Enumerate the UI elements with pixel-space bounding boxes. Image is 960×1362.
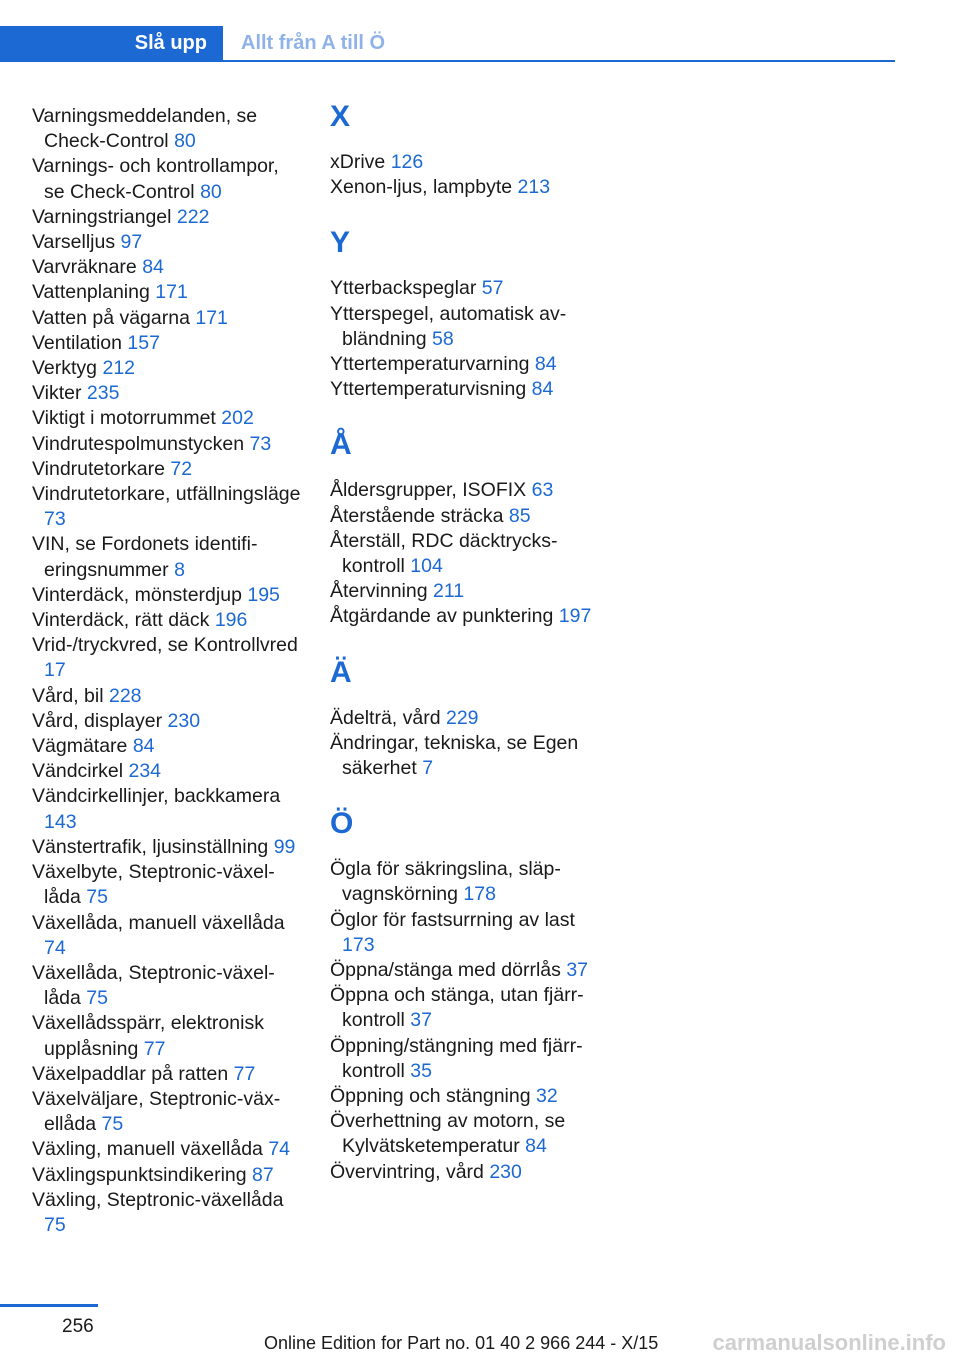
- index-entry-term: Vinterdäck, mönsterdjup: [32, 583, 242, 606]
- index-entry: [32, 1188, 302, 1238]
- index-entry: [32, 608, 302, 633]
- page-reference-link[interactable]: 126: [390, 151, 424, 173]
- index-entry-term: Växling, manuell växellåda: [32, 1138, 263, 1161]
- index-entry: [32, 1087, 302, 1137]
- index-entry-term: Växelpaddlar på ratten: [32, 1062, 229, 1085]
- index-entry: [32, 255, 302, 280]
- page-reference-link[interactable]: 73: [249, 432, 272, 455]
- index-entry-term: Växellåda, manuell växellåda: [32, 911, 285, 934]
- section-letter: Y: [330, 226, 351, 260]
- index-entry: [32, 583, 302, 608]
- page-reference-link[interactable]: 143: [44, 810, 77, 833]
- page-reference-link[interactable]: 173: [342, 933, 375, 956]
- index-entry-term: Varningsmeddelanden, se Check-Control: [32, 105, 258, 153]
- index-entry-term: Vattenplaning: [32, 281, 150, 304]
- index-entry-term: Växelväljare, Steptronic-växellåda: [32, 1087, 281, 1136]
- page-reference-link[interactable]: 74: [44, 936, 66, 959]
- page-reference-link[interactable]: 75: [86, 987, 108, 1010]
- index-entry: [330, 706, 600, 731]
- page-reference-link[interactable]: 35: [410, 1059, 432, 1082]
- index-entry-term: Vrid-/tryckvred, se Kontrollvred: [32, 634, 298, 657]
- page-reference-link[interactable]: 87: [252, 1163, 274, 1186]
- page-reference-link[interactable]: 196: [214, 609, 248, 632]
- index-entry-term: Åldersgrupper, ISOFIX: [330, 479, 527, 502]
- index-entry-term: Växelbyte, Steptronic-växellåda: [32, 861, 275, 909]
- index-entry-term: Vägmätare: [32, 735, 128, 758]
- index-entry-term: Viktigt i motorrummet: [32, 407, 216, 430]
- index-column-right: [330, 100, 600, 1185]
- index-entry: [330, 175, 600, 200]
- page-reference-link[interactable]: 80: [200, 180, 222, 203]
- index-entry-term: Öppna/stänga med dörrlås: [330, 959, 561, 982]
- page-reference-link[interactable]: 84: [132, 735, 155, 758]
- page-reference-link[interactable]: 73: [44, 508, 66, 531]
- index-entry: [330, 1109, 600, 1159]
- index-entry-term: Vändcirkel: [32, 760, 124, 783]
- index-entry: [32, 1011, 302, 1061]
- index-entry-term: Öppning/stängning med fjärrkontroll: [330, 1034, 583, 1082]
- index-entry: [32, 356, 302, 381]
- section-letter: Å: [330, 428, 352, 462]
- page-reference-link[interactable]: 84: [525, 1135, 547, 1158]
- index-entry-term: Vindrutespolmunstycken: [32, 432, 245, 455]
- page-reference-link[interactable]: 228: [108, 684, 142, 707]
- tab-allt-fran-a-till-o[interactable]: Allt från A till Ö: [241, 32, 386, 54]
- page-reference-link[interactable]: 57: [481, 277, 504, 300]
- index-entry-term: Verktyg: [32, 357, 98, 380]
- index-entry: [330, 529, 600, 579]
- page-reference-link[interactable]: 80: [174, 130, 196, 153]
- index-entry: [330, 352, 600, 377]
- index-entry: [32, 406, 302, 431]
- index-entry: [32, 154, 302, 204]
- page-reference-link[interactable]: 74: [268, 1138, 291, 1161]
- index-entry: [330, 857, 600, 907]
- index-entry: [32, 306, 302, 331]
- index-entry: [32, 860, 302, 910]
- index-entry: [32, 734, 302, 759]
- index-entry-term: Vikter: [32, 382, 82, 405]
- index-entry: [32, 331, 302, 356]
- page-reference-link[interactable]: 72: [170, 457, 193, 480]
- page-reference-link[interactable]: 85: [508, 504, 531, 527]
- page-reference-link[interactable]: 195: [247, 583, 280, 606]
- index-entry: [32, 1137, 302, 1162]
- index-entry: [330, 908, 600, 958]
- index-entry: [330, 150, 600, 175]
- index-entry: [32, 482, 302, 532]
- page-reference-link[interactable]: 84: [531, 378, 554, 401]
- page-reference-link[interactable]: 75: [44, 1213, 66, 1236]
- section-letter: Ä: [330, 655, 352, 689]
- index-entry-term: Varselljus: [32, 231, 116, 254]
- index-entry-term: Ytterbackspeglar: [330, 277, 477, 300]
- page-reference-link[interactable]: 77: [233, 1062, 256, 1085]
- page-reference-link[interactable]: 202: [221, 407, 254, 430]
- index-entry: [32, 784, 302, 834]
- page-reference-link[interactable]: 77: [143, 1037, 166, 1060]
- index-entry-term: Vänstertrafik, ljusinställning: [32, 835, 269, 858]
- index-entry-term: Öppna och stänga, utan fjärrkontroll: [330, 984, 584, 1032]
- page-number: 256: [62, 1316, 94, 1337]
- index-entry-term: Vård, displayer: [32, 709, 163, 732]
- index-entry: [330, 983, 600, 1033]
- index-entry-term: Växellådsspärr, elektronisk upplåsning: [32, 1012, 264, 1060]
- index-entry-term: Xenon-ljus, lampbyte: [330, 176, 513, 199]
- index-entry: [32, 709, 302, 734]
- index-entry-term: Överhettning av motorn, se Kylvätsketemperatur: [330, 1110, 566, 1158]
- page-reference-link[interactable]: 171: [195, 306, 228, 329]
- index-entry-term: Växlingspunktsindikering: [32, 1163, 247, 1186]
- index-entry: [32, 633, 302, 683]
- page-reference-link[interactable]: 17: [44, 659, 66, 682]
- index-entry: [330, 302, 600, 352]
- index-column-left: [32, 104, 302, 1238]
- index-entry-term: Vård, bil: [32, 684, 104, 707]
- page-reference-link[interactable]: 84: [534, 353, 557, 376]
- page-reference-link[interactable]: 99: [273, 835, 296, 858]
- page-reference-link[interactable]: 37: [566, 959, 589, 982]
- index-entry-term: VIN, se Fordonets identifieringsnummer: [32, 533, 258, 581]
- index-entry-term: Varnings- och kontrollampor, se Check-Control: [32, 155, 279, 203]
- index-entry: [32, 1163, 302, 1188]
- page-reference-link[interactable]: 97: [120, 231, 143, 254]
- index-entry: [330, 1084, 600, 1109]
- page-reference-link[interactable]: 178: [463, 883, 496, 906]
- footer-rule: [0, 1304, 98, 1307]
- index-entry-term: Öglor för fastsurrning av last: [330, 908, 575, 931]
- index-entry-term: Vändcirkellinjer, backkamera: [32, 785, 281, 808]
- index-entry: [32, 381, 302, 406]
- index-entry: [330, 1160, 600, 1185]
- index-entry-term: Ventilation: [32, 331, 122, 354]
- index-entry-term: Ögla för säkringslina, släpvagnskörning: [330, 858, 561, 906]
- index-entry: [330, 604, 600, 629]
- page-reference-link[interactable]: 229: [445, 706, 479, 729]
- section-letter: X: [330, 100, 351, 133]
- index-entry: [32, 1062, 302, 1087]
- index-entry: [330, 731, 600, 781]
- page-reference-link[interactable]: 63: [531, 479, 554, 502]
- page-reference-link[interactable]: 84: [142, 256, 164, 279]
- index-entry-term: Vatten på vägarna: [32, 306, 190, 329]
- index-entry-term: Återvinning: [330, 580, 428, 603]
- watermark: carmanualsonline.info: [712, 1330, 946, 1355]
- index-entry-term: Vindrutetorkare: [32, 457, 165, 480]
- index-entry: [330, 504, 600, 529]
- page-reference-link[interactable]: 75: [101, 1113, 124, 1136]
- index-entry: [330, 377, 600, 402]
- index-entry: [330, 958, 600, 983]
- index-entry-term: Ändringar, tekniska, se Egen säkerhet: [330, 731, 579, 780]
- index-entry-term: Återställ, RDC däcktryckskontroll: [330, 529, 558, 578]
- page-reference-link[interactable]: 75: [86, 886, 108, 909]
- page-reference-link[interactable]: 37: [410, 1009, 432, 1032]
- index-entry-term: Återstående sträcka: [330, 504, 504, 527]
- page-reference-link[interactable]: 58: [432, 327, 454, 350]
- index-entry-term: Vindrutetorkare, utfällningsläge: [32, 483, 301, 506]
- page-reference-link[interactable]: 32: [536, 1085, 558, 1108]
- index-entry-term: Ädelträ, vård: [330, 706, 441, 729]
- index-entry: [32, 104, 302, 154]
- index-entry-term: Vinterdäck, rätt däck: [32, 609, 210, 632]
- index-entry: [32, 205, 302, 230]
- index-entry-term: Växellåda, Steptronic-växellåda: [32, 961, 275, 1010]
- edition-text: Online Edition for Part no. 01 40 2 966 244 - X/15: [264, 1333, 659, 1353]
- index-entry: [330, 579, 600, 604]
- index-entry: [32, 684, 302, 709]
- index-entry-term: xDrive: [330, 151, 386, 173]
- index-entry: [330, 276, 600, 301]
- page-reference-link[interactable]: 104: [410, 555, 443, 578]
- page-reference-link[interactable]: 157: [127, 331, 160, 354]
- page-reference-link[interactable]: 7: [422, 757, 434, 780]
- index-entry: [32, 432, 302, 457]
- page-reference-link[interactable]: 230: [489, 1160, 522, 1183]
- section-letter: Ö: [330, 807, 354, 841]
- page-reference-link[interactable]: 171: [155, 281, 188, 304]
- index-entry-term: Övervintring, vård: [330, 1160, 484, 1183]
- tab-sla-upp[interactable]: Slå upp: [0, 26, 223, 60]
- index-entry: [32, 759, 302, 784]
- index-entry: [32, 457, 302, 482]
- index-entry-term: Öppning och stängning: [330, 1085, 531, 1108]
- index-entry: [330, 1034, 600, 1084]
- index-entry-term: Yttertemperaturvarning: [330, 353, 530, 376]
- page-reference-link[interactable]: 8: [174, 558, 185, 581]
- index-entry: [32, 230, 302, 255]
- index-entry-term: Växling, Steptronic-växellåda: [32, 1188, 284, 1211]
- index-entry-term: Varvräknare: [32, 256, 137, 279]
- index-entry: [32, 911, 302, 961]
- page-reference-link[interactable]: 211: [432, 580, 465, 603]
- page-reference-link[interactable]: 212: [102, 357, 136, 380]
- index-entry: [32, 835, 302, 860]
- index-entry: [32, 280, 302, 305]
- page-reference-link[interactable]: 197: [558, 605, 592, 628]
- index-entry-term: Varningstriangel: [32, 205, 172, 228]
- page-reference-link[interactable]: 235: [86, 382, 120, 405]
- index-entry: [32, 961, 302, 1011]
- page-reference-link[interactable]: 222: [176, 205, 210, 228]
- page-reference-link[interactable]: 213: [517, 176, 551, 199]
- index-entry-term: Ytterspegel, automatisk avbländning: [330, 302, 567, 350]
- index-entry-term: Yttertemperaturvisning: [330, 378, 527, 401]
- page-reference-link[interactable]: 234: [128, 760, 162, 783]
- index-entry-term: Åtgärdande av punktering: [330, 605, 554, 628]
- index-entry: [32, 532, 302, 582]
- page-reference-link[interactable]: 230: [167, 709, 201, 732]
- index-entry: [330, 478, 600, 503]
- header-tabs: [0, 26, 895, 62]
